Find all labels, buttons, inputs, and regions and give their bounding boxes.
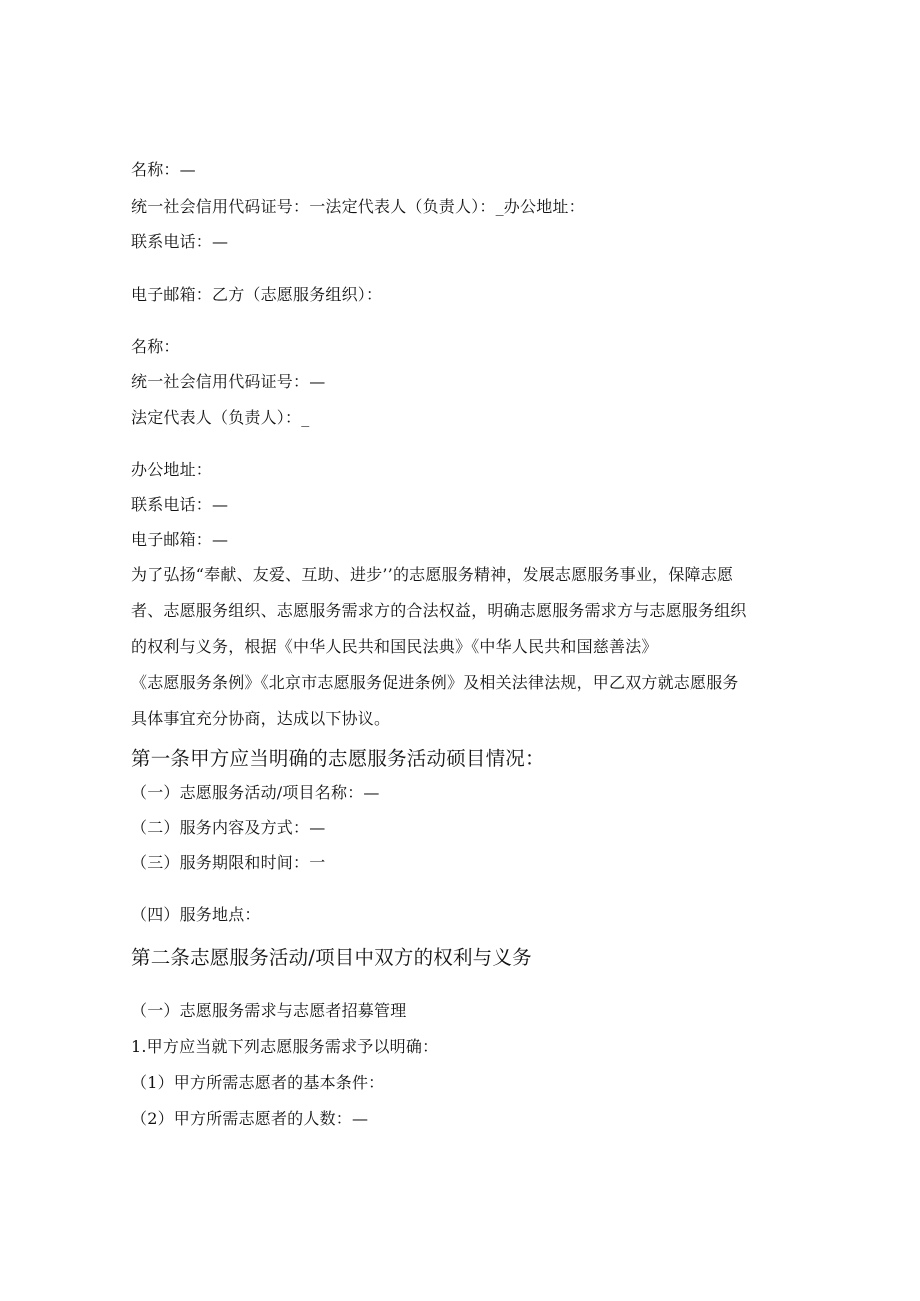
article1-item: （四）服务地点： <box>131 905 261 924</box>
preamble-line: 具体事宜充分协商，达成以下协议。 <box>131 709 391 728</box>
article2-section1: （一）志愿服务需求与志愿者招募管理 <box>131 1001 407 1020</box>
party-b-credit-code: 统一社会信用代码证号：— <box>131 372 326 391</box>
party-a-name: 名称：— <box>131 160 196 179</box>
article1-heading: 第一条甲方应当明确的志愿服务活动硕目情况： <box>131 747 545 770</box>
article1-item: （二）服务内容及方式：— <box>131 818 326 837</box>
article2-item1: 1.甲方应当就下列志愿服务需求予以明确： <box>131 1037 439 1056</box>
party-a-phone: 联系电话：— <box>131 232 229 251</box>
article2-heading: 第二条志愿服务活动/项目中双方的权利与义务 <box>131 946 532 969</box>
party-b-legal-rep: 法定代表人（负责人）：_ <box>131 408 310 427</box>
party-b-name: 名称： <box>131 337 180 356</box>
preamble-paragraph <box>131 557 781 737</box>
party-b-phone: 联系电话：— <box>131 495 229 514</box>
party-b-address: 办公地址： <box>131 460 213 479</box>
article1-item: （三）服务期限和时间：一 <box>131 853 326 872</box>
preamble-line: 为了弘扬“奉献、友爱、互助、进步’’的志愿服务精神，发展志愿服务事业，保障志愿 <box>131 565 734 584</box>
preamble-line: 《志愿服务条例》《北京市志愿服务促进条例》及相关法律法规，甲乙双方就志愿服务 <box>131 673 739 692</box>
article2-sub2: （2）甲方所需志愿者的人数：— <box>131 1109 369 1128</box>
party-a-credit-rep-address: 统一社会信用代码证号：一法定代表人（负责人）：_办公地址： <box>131 197 585 216</box>
party-b-email: 电子邮箱：— <box>131 530 229 549</box>
preamble-line: 者、志愿服务组织、志愿服务需求方的合法权益，明确志愿服务需求方与志愿服务组织 <box>131 601 747 620</box>
article1-item: （一）志愿服务活动/项目名称：— <box>131 783 380 802</box>
preamble-line: 的权利与义务，根据《中华人民共和国民法典》《中华人民共和国慈善法》 <box>131 637 658 656</box>
article2-sub1: （1）甲方所需志愿者的基本条件： <box>131 1073 385 1092</box>
party-a-email-party-b-heading: 电子邮箱：乙方（志愿服务组织）： <box>131 285 383 304</box>
